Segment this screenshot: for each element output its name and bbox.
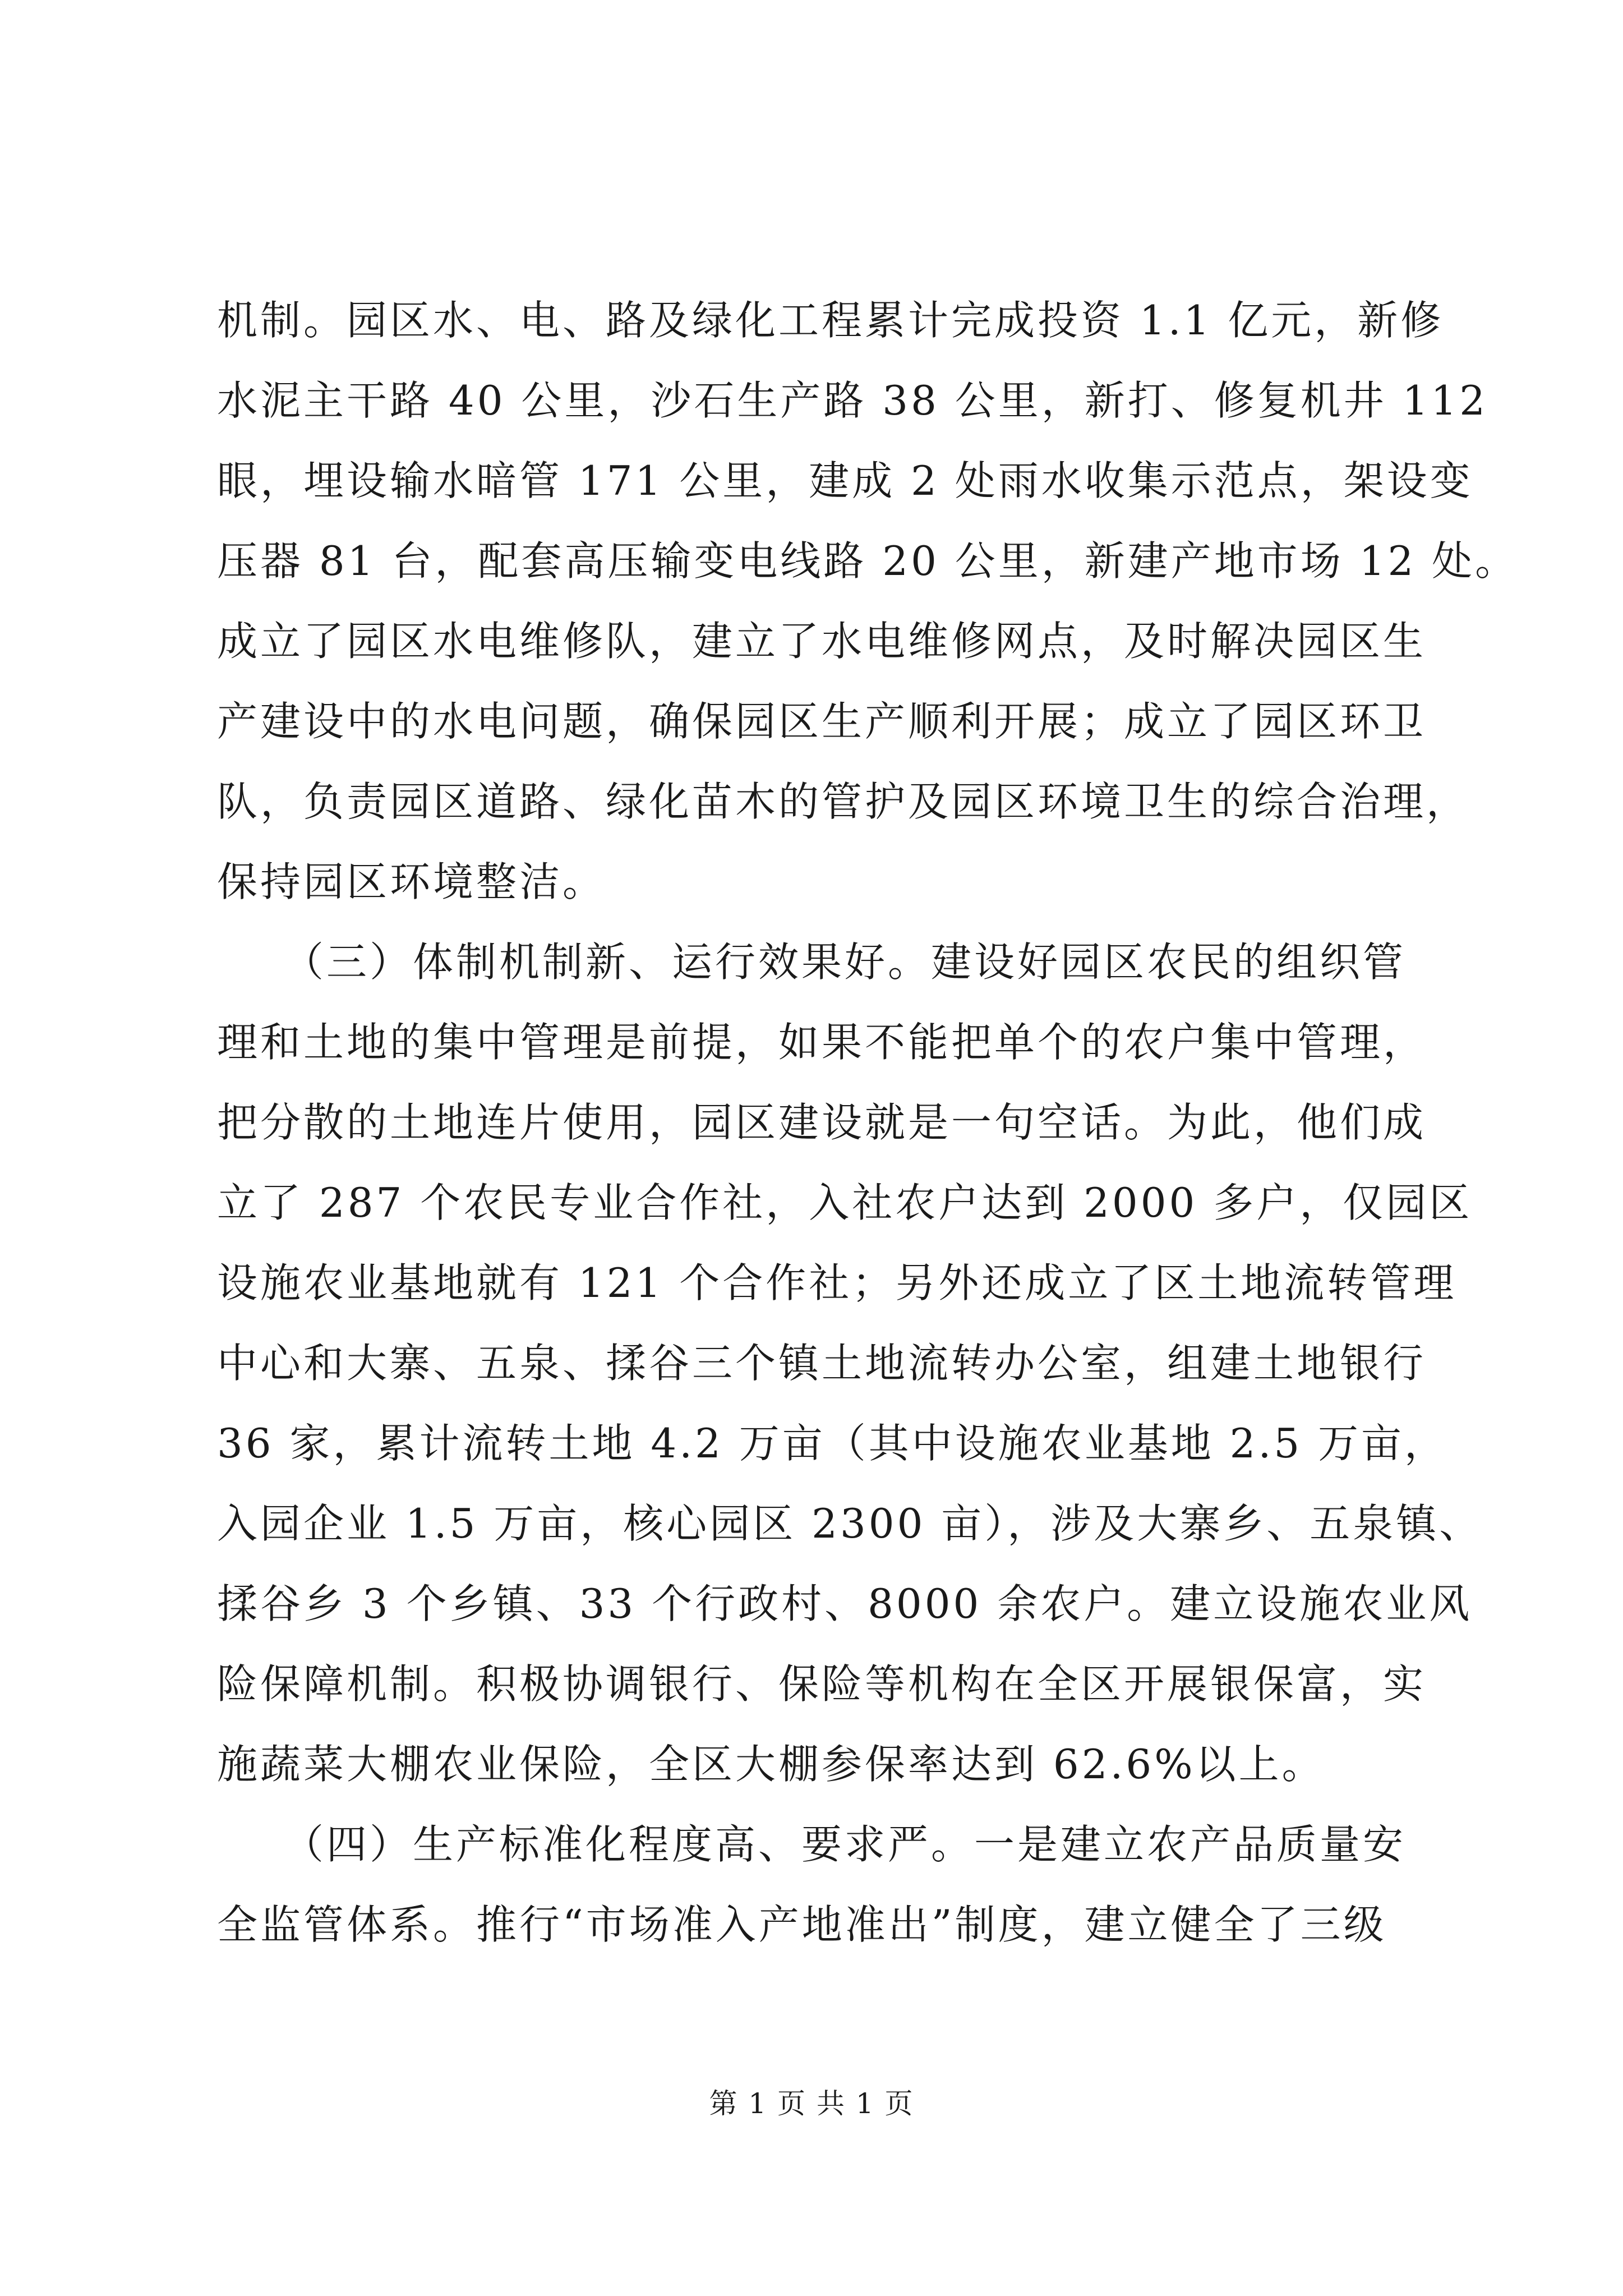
text-line: 保持园区环境整洁。 <box>217 858 606 905</box>
section-heading-line: （四）生产标准化程度高、要求严。一是建立农产品质量安 <box>217 1821 1407 1868</box>
text-line: 全监管体系。推行“市场准入产地准出”制度，建立健全了三级 <box>217 1901 1387 1948</box>
text-line: 中心和大寨、五泉、揉谷三个镇土地流转办公室，组建土地银行 <box>217 1340 1427 1387</box>
text-line: 机制。园区水、电、路及绿化工程累计完成投资 1.1 亿元，新修 <box>217 297 1444 344</box>
text-line: 把分散的土地连片使用，园区建设就是一句空话。为此，他们成 <box>217 1099 1427 1146</box>
text-line: 施蔬菜大棚农业保险，全区大棚参保率达到 62.6%以上。 <box>217 1741 1325 1788</box>
text-line: 压器 81 台，配套高压输变电线路 20 公里，新建产地市场 12 处。 <box>217 537 1519 585</box>
body-text <box>217 280 1519 1965</box>
page-footer <box>0 2084 1623 2123</box>
text-line: 理和土地的集中管理是前提，如果不能把单个的农户集中管理， <box>217 1019 1427 1066</box>
text-line: 水泥主干路 40 公里，沙石生产路 38 公里，新打、修复机井 112 <box>217 377 1488 424</box>
text-line: 36 家，累计流转土地 4.2 万亩（其中设施农业基地 2.5 万亩， <box>217 1420 1448 1467</box>
text-line: 眼，埋设输水暗管 171 公里，建成 2 处雨水收集示范点，架设变 <box>217 457 1473 504</box>
page-number: 第 1 页 共 1 页 <box>709 2087 914 2120</box>
text-line: 险保障机制。积极协调银行、保险等机构在全区开展银保富，实 <box>217 1660 1427 1708</box>
text-line: 立了 287 个农民专业合作社，入社农户达到 2000 多户，仅园区 <box>217 1179 1473 1226</box>
text-line: 产建设中的水电问题，确保园区生产顺利开展；成立了园区环卫 <box>217 698 1427 745</box>
text-line: 揉谷乡 3 个乡镇、33 个行政村、8000 余农户。建立设施农业风 <box>217 1580 1473 1627</box>
text-line: 成立了园区水电维修队，建立了水电维修网点，及时解决园区生 <box>217 618 1427 665</box>
text-line: 队，负责园区道路、绿化苗木的管护及园区环境卫生的综合治理， <box>217 778 1470 825</box>
text-line: 设施农业基地就有 121 个合作社；另外还成立了区土地流转管理 <box>217 1259 1457 1306</box>
text-line: 入园企业 1.5 万亩，核心园区 2300 亩），涉及大寨乡、五泉镇、 <box>217 1500 1483 1547</box>
section-heading-line: （三）体制机制新、运行效果好。建设好园区农民的组织管 <box>217 938 1407 986</box>
